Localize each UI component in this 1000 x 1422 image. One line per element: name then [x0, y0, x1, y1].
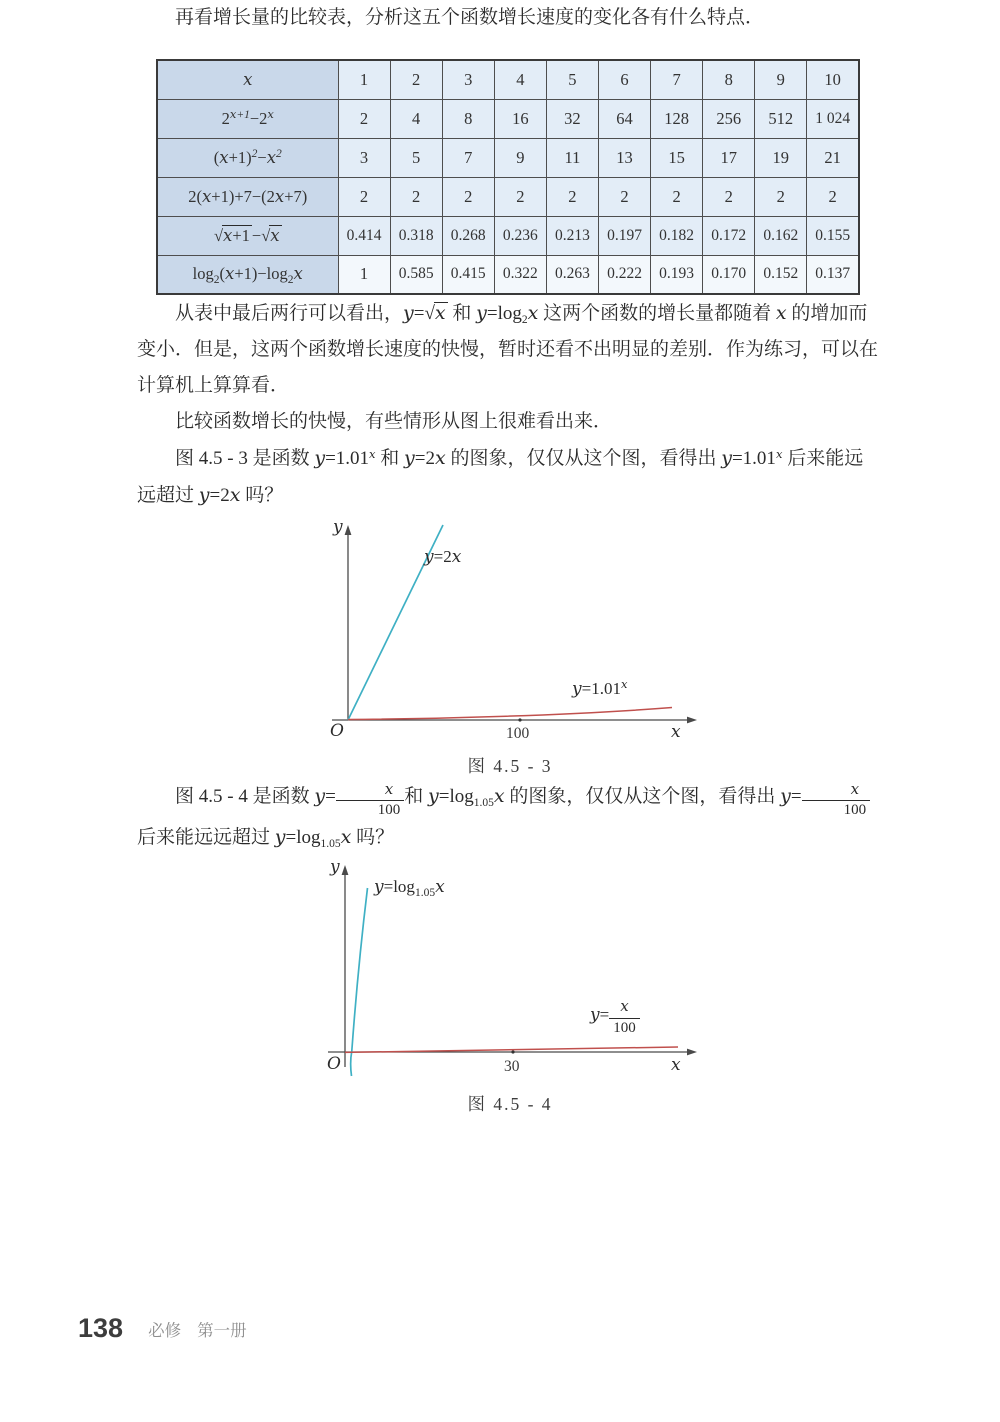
table-cell: 0.155: [807, 216, 859, 255]
table-cell: 2: [494, 177, 546, 216]
table-cell: 5: [390, 138, 442, 177]
fig4-intro-paragraph: 图 4.5 - 4 是函数 y= $\frac{x}{100}$ 和 $y=\log_{1.05}x$ 的图象，仅仅从这个图，看得出 y= $\frac{x}{100}$ 后来能远远超过 $y=\log_{1.05}x$ 吗？: [137, 778, 881, 856]
table-cell: 64: [598, 99, 650, 138]
table-cell: 11: [546, 138, 598, 177]
row-label: 2(x+1)+7−(2x+7): [157, 177, 338, 216]
table-row: [157, 99, 859, 138]
compare-paragraph: 比较函数增长的快慢，有些情形从图上很难看出来．: [175, 411, 613, 432]
table-cell: 2: [390, 177, 442, 216]
table-cell: 2: [651, 177, 703, 216]
curve-label-y-1.01x: $y=1.01^x$: [572, 677, 628, 699]
page-content: [137, 0, 881, 1116]
figure-4-5-3-caption: 图 4.5 - 3: [467, 756, 553, 776]
table-cell: 0.415: [442, 255, 494, 294]
table-cell: 16: [494, 99, 546, 138]
curve-label-y-2x: y=2x: [424, 547, 462, 567]
table-cell: 0.236: [494, 216, 546, 255]
x-tick-label-30: 30: [504, 1058, 520, 1076]
table-cell: 8: [703, 60, 755, 99]
table-cell: 0.263: [546, 255, 598, 294]
table-cell: 32: [546, 99, 598, 138]
table-row: [157, 255, 859, 294]
table-cell: 0.322: [494, 255, 546, 294]
table-cell: 2: [598, 177, 650, 216]
table-cell: 3: [442, 60, 494, 99]
table-cell: 5: [546, 60, 598, 99]
figure-4-5-4: [320, 857, 700, 1087]
origin-label: O: [327, 1054, 341, 1075]
table-cell: 128: [651, 99, 703, 138]
table-cell: 2: [338, 99, 390, 138]
table-cell: 512: [755, 99, 807, 138]
curve-y-equals-1.01-pow-x: [348, 708, 672, 720]
table-cell: 15: [651, 138, 703, 177]
table-cell: 0.414: [338, 216, 390, 255]
x-axis-label: x: [671, 1055, 681, 1076]
y-axis-label: y: [330, 857, 340, 878]
figure-4-5-4-caption: 图 4.5 - 4: [467, 1094, 553, 1115]
table-cell: 0.172: [703, 216, 755, 255]
table-cell: 0.585: [390, 255, 442, 294]
table-row: [157, 216, 859, 255]
table-cell: 2: [390, 60, 442, 99]
table-cell: 7: [651, 60, 703, 99]
table-cell: 0.162: [755, 216, 807, 255]
figure-4-5-3: [320, 517, 700, 747]
row-label: $2^{x+1}-2^x$: [157, 99, 338, 138]
table-cell: 0.182: [651, 216, 703, 255]
growth-table-body: [157, 60, 859, 294]
table-cell: 17: [703, 138, 755, 177]
footer-accent-bar: [132, 1317, 138, 1341]
table-cell: 0.170: [703, 255, 755, 294]
table-cell: 0.193: [651, 255, 703, 294]
table-cell: 6: [598, 60, 650, 99]
y-axis-label: y: [333, 517, 343, 537]
table-cell: 9: [755, 60, 807, 99]
table-cell: 3: [338, 138, 390, 177]
table-cell: 2: [338, 177, 390, 216]
x-axis-arrow-icon: [687, 717, 697, 724]
tick-dot-30: [511, 1051, 514, 1054]
growth-table-wrap: [156, 59, 881, 295]
fig3-intro-paragraph: 图 4.5 - 3 是函数 $y=1.01^x$ 和 y=2x 的图象，仅仅从这个图，看得出 $y=1.01^x$ 后来能远远超过 y=2x 吗？: [137, 447, 864, 506]
table-cell: 0.318: [390, 216, 442, 255]
page-footer: [78, 1313, 247, 1344]
table-cell: 2: [807, 177, 859, 216]
table-cell: 8: [442, 99, 494, 138]
tick-dot-100: [518, 718, 521, 721]
table-row: [157, 177, 859, 216]
table-cell: 13: [598, 138, 650, 177]
table-cell: 0.268: [442, 216, 494, 255]
row-label: √x+1 −√x: [157, 216, 338, 255]
y-axis-arrow-icon: [345, 525, 352, 535]
book-edition: 必修: [148, 1320, 182, 1340]
row-label: $(x+1)^2-x^2$: [157, 138, 338, 177]
x-tick-label-100: 100: [506, 725, 530, 742]
table-row: [157, 60, 859, 99]
growth-comparison-table: [156, 59, 860, 295]
table-cell: 2: [755, 177, 807, 216]
table-cell: 19: [755, 138, 807, 177]
table-cell: 2: [546, 177, 598, 216]
page-number: 138: [78, 1313, 124, 1343]
row-label: $\log_2(x+1)-\log_2x$: [157, 255, 338, 294]
table-cell: 4: [390, 99, 442, 138]
table-cell: 1: [338, 255, 390, 294]
table-cell: 4: [494, 60, 546, 99]
table-cell: 7: [442, 138, 494, 177]
table-cell: 10: [807, 60, 859, 99]
table-cell: 1: [338, 60, 390, 99]
table-cell: 1 024: [807, 99, 859, 138]
table-cell: 0.222: [598, 255, 650, 294]
table-cell: 256: [703, 99, 755, 138]
table-cell: 0.152: [755, 255, 807, 294]
table-cell: 9: [494, 138, 546, 177]
x-axis-label: x: [671, 722, 681, 742]
curve-y-log-1.05-x: [351, 888, 368, 1076]
curve-label-y-log: $y=\log_{1.05}x$: [374, 877, 445, 900]
y-axis-arrow-icon: [342, 865, 349, 875]
table-cell: 0.197: [598, 216, 650, 255]
row-label: x: [157, 60, 338, 99]
table-cell: 0.213: [546, 216, 598, 255]
table-cell: 2: [703, 177, 755, 216]
table-cell: 21: [807, 138, 859, 177]
intro-paragraph: 再看增长量的比较表，分析这五个函数增长速度的变化各有什么特点．: [175, 7, 765, 28]
origin-label: O: [330, 721, 344, 741]
curve-label-y-x-over-100: y= $\frac{x}{100}$: [590, 998, 640, 1037]
table-cell: 0.137: [807, 255, 859, 294]
table-cell: 2: [442, 177, 494, 216]
x-axis-arrow-icon: [687, 1049, 697, 1056]
book-label: [148, 1317, 247, 1341]
table-row: [157, 138, 859, 177]
book-volume: 第一册: [197, 1320, 247, 1340]
table-followup-paragraph: 从表中最后两行可以看出，y=√x 和 $y=\log_2x$ 这两个函数的增长量都随着 x 的增加而变小．但是，这两个函数增长速度的快慢，暂时还看不出明显的差别．作为练习，可以在计算机上算算看．: [137, 302, 879, 396]
figure-4-5-3-plot: [320, 522, 700, 747]
